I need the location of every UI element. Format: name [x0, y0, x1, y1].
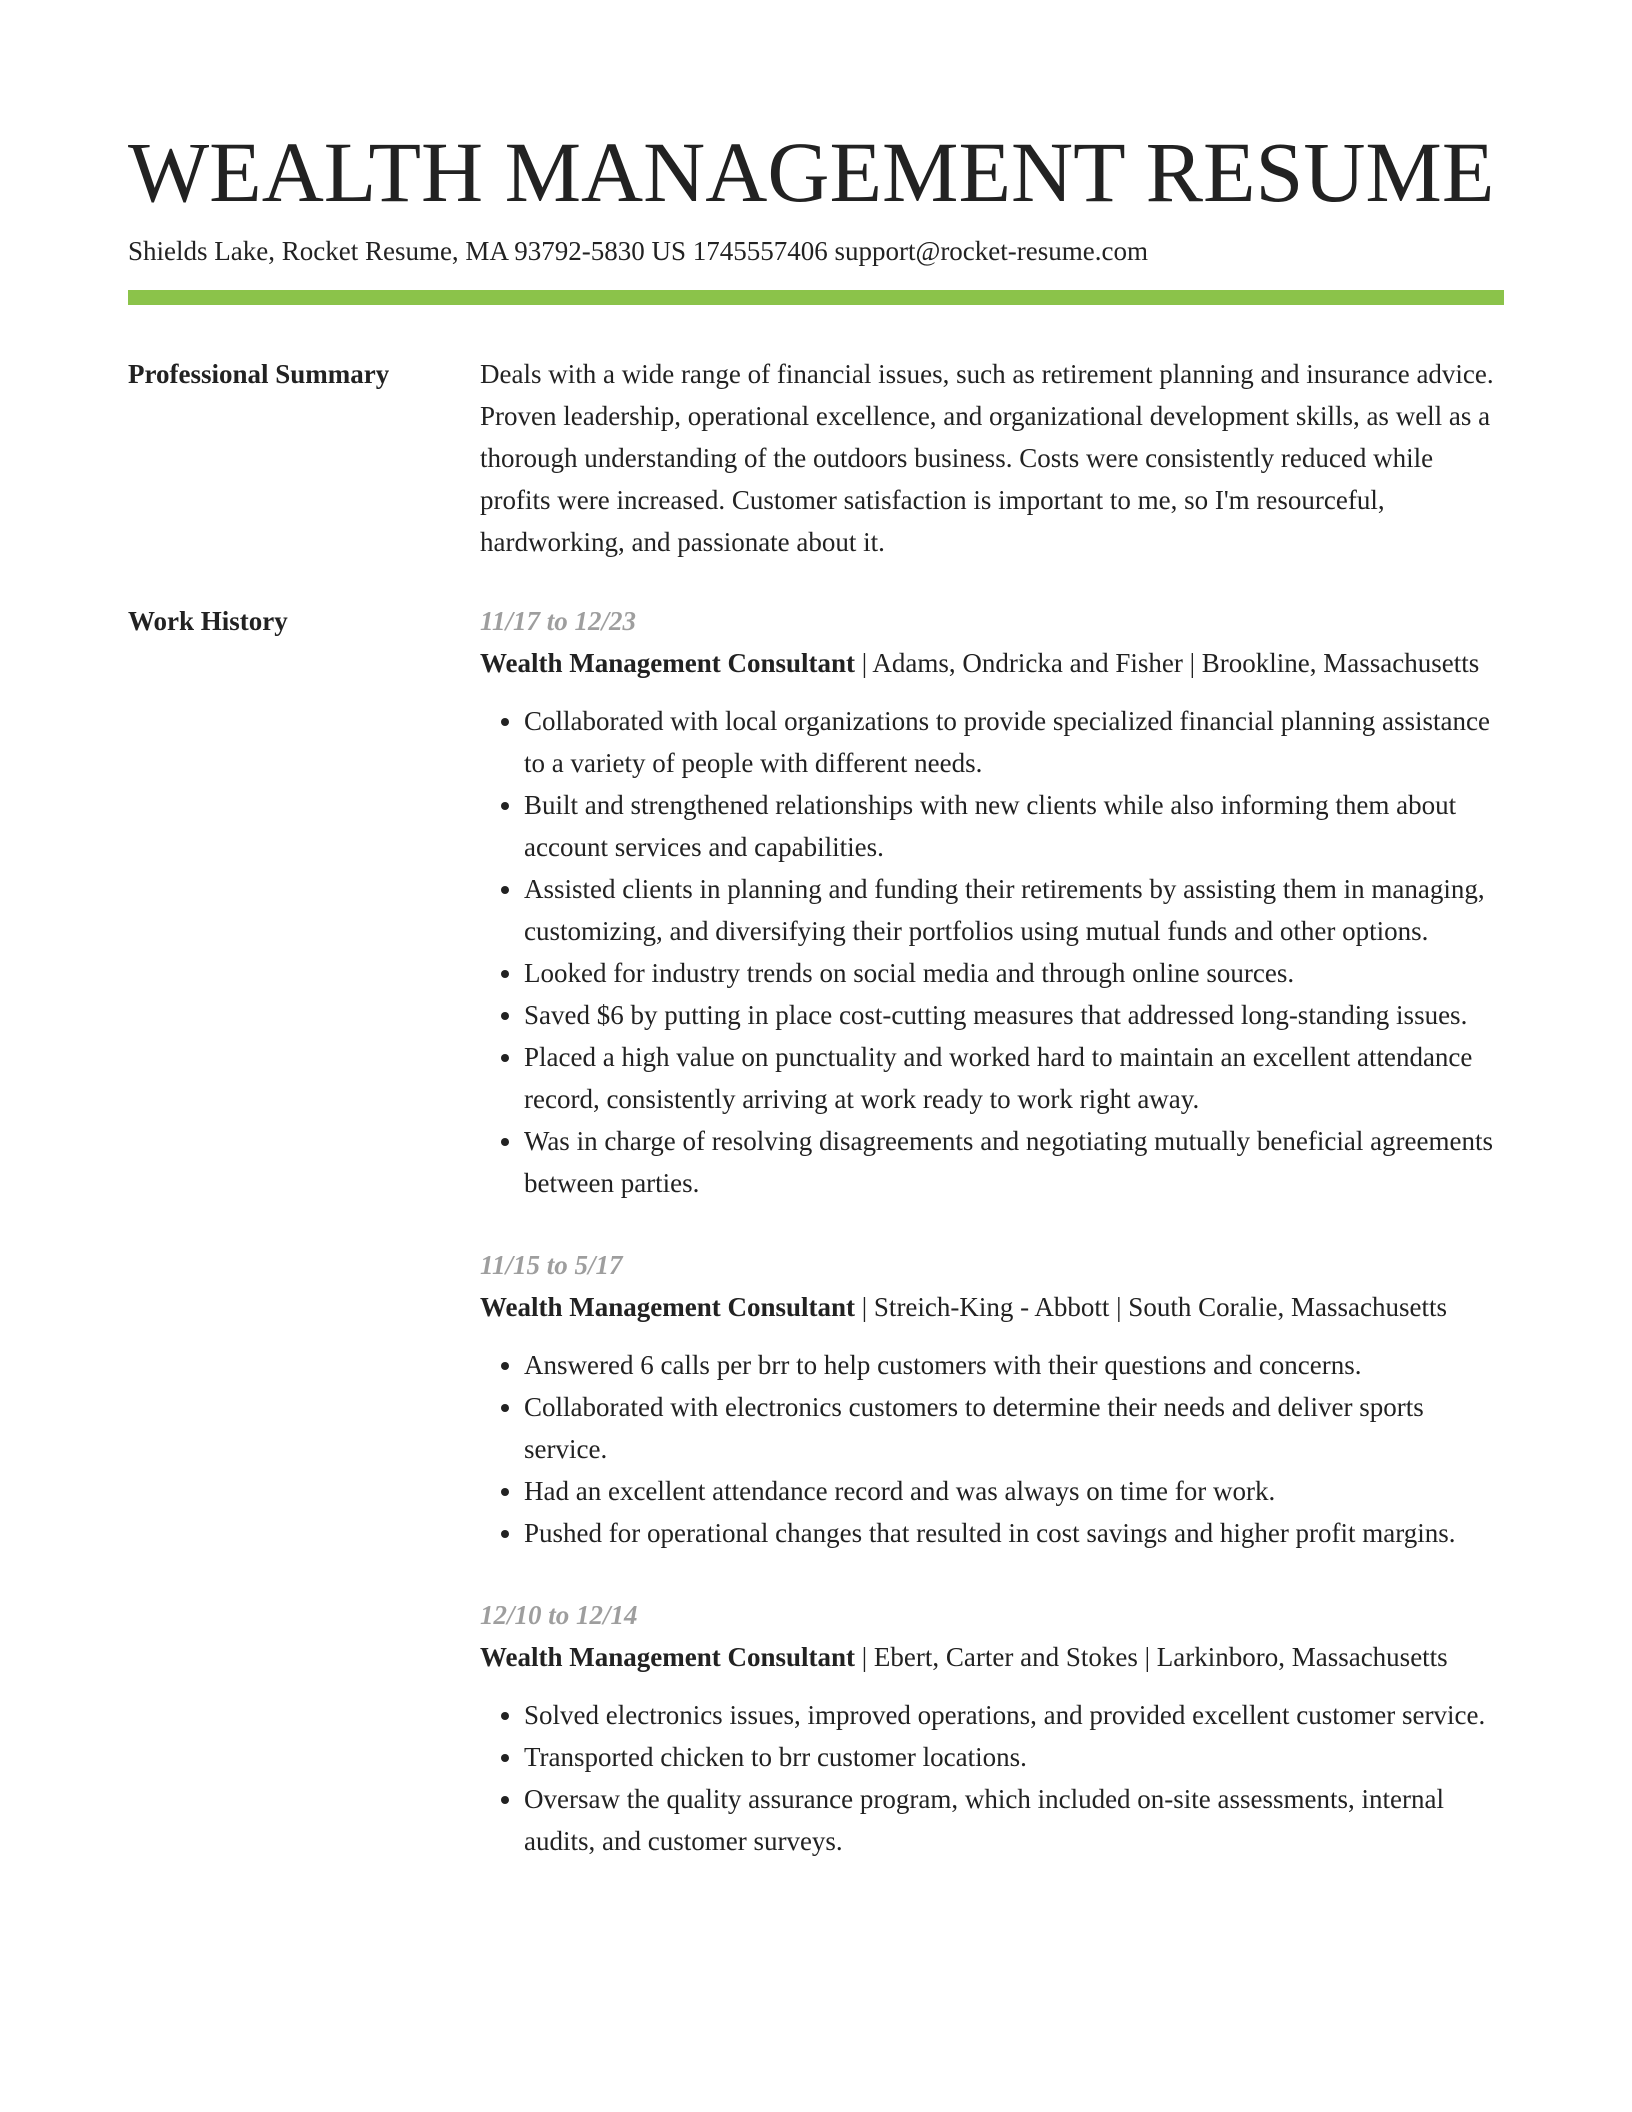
summary-body — [480, 353, 1504, 563]
job-bullet: • Solved electronics issues, improved operations, and provided excellent customer service. — [524, 1694, 1504, 1736]
job-bullet: • Collaborated with electronics customers to determine their needs and deliver sports service. — [524, 1386, 1504, 1470]
job-bullet: • Answered 6 calls per brr to help customers with their questions and concerns. — [524, 1344, 1504, 1386]
job-entry — [480, 600, 1504, 1204]
job-title-line — [480, 1636, 1504, 1678]
section-label-work-history: Work History — [128, 606, 288, 636]
professional-summary-section — [128, 353, 1504, 563]
work-history-body — [480, 600, 1504, 1862]
job-bullet: • Assisted clients in planning and funding their retirements by assisting them in managing, customizing, and diversifying their portfolios using mutual funds and other options. — [524, 868, 1504, 952]
work-history-section — [128, 600, 1504, 1862]
job-bullet: • Oversaw the quality assurance program, which included on-site assessments, internal audits, and customer surveys. — [524, 1778, 1504, 1862]
job-bullet-list — [480, 1344, 1504, 1554]
summary-text: Deals with a wide range of financial issues, such as retirement planning and insurance advice. Proven leadership, operational excellence, and organizational development skills, as well as a thorough understanding of the outdoors business. Costs were consistently reduced while profits were increased. Customer satisfaction is important to me, so I'm resourceful, hardworking, and passionate about it. — [480, 359, 1494, 557]
job-employer-location: | Streich-King - Abbott | South Coralie, Massachusetts — [855, 1292, 1448, 1322]
job-employer-location: | Adams, Ondricka and Fisher | Brookline, Massachusetts — [855, 648, 1480, 678]
job-employer-location: | Ebert, Carter and Stokes | Larkinboro, Massachusetts — [855, 1642, 1448, 1672]
job-title-line — [480, 642, 1504, 684]
job-bullet: • Transported chicken to brr customer locations. — [524, 1736, 1504, 1778]
job-bullet: • Placed a high value on punctuality and worked hard to maintain an excellent attendance record, consistently arriving at work ready to work right away. — [524, 1036, 1504, 1120]
job-bullet: • Saved $6 by putting in place cost-cutting measures that addressed long-standing issues. — [524, 994, 1504, 1036]
accent-divider — [128, 290, 1504, 305]
job-dates: 11/17 to 12/23 — [480, 606, 637, 636]
job-bullet-list — [480, 1694, 1504, 1862]
job-bullet: • Looked for industry trends on social media and through online sources. — [524, 952, 1504, 994]
resume-page — [128, 0, 1504, 1862]
job-bullet: • Collaborated with local organizations to provide specialized financial planning assistance to a variety of people with different needs. — [524, 700, 1504, 784]
job-position: Wealth Management Consultant — [480, 648, 856, 678]
job-position: Wealth Management Consultant — [480, 1642, 856, 1672]
section-label-summary: Professional Summary — [128, 359, 390, 389]
job-position: Wealth Management Consultant — [480, 1292, 856, 1322]
resume-title: WEALTH MANAGEMENT RESUME — [128, 124, 1495, 220]
job-bullet: • Pushed for operational changes that resulted in cost savings and higher profit margins. — [524, 1512, 1504, 1554]
job-dates: 11/15 to 5/17 — [480, 1250, 623, 1280]
job-dates: 12/10 to 12/14 — [480, 1600, 638, 1630]
job-bullet-list — [480, 700, 1504, 1204]
job-entry — [480, 1594, 1504, 1862]
contact-line: Shields Lake, Rocket Resume, MA 93792-5830 US 1745557406 support@rocket-resume.com — [128, 236, 1148, 266]
job-title-line — [480, 1286, 1504, 1328]
job-bullet: • Built and strengthened relationships with new clients while also informing them about account services and capabilities. — [524, 784, 1504, 868]
job-entry — [480, 1244, 1504, 1554]
job-bullet: • Had an excellent attendance record and was always on time for work. — [524, 1470, 1504, 1512]
job-bullet: • Was in charge of resolving disagreements and negotiating mutually beneficial agreements between parties. — [524, 1120, 1504, 1204]
